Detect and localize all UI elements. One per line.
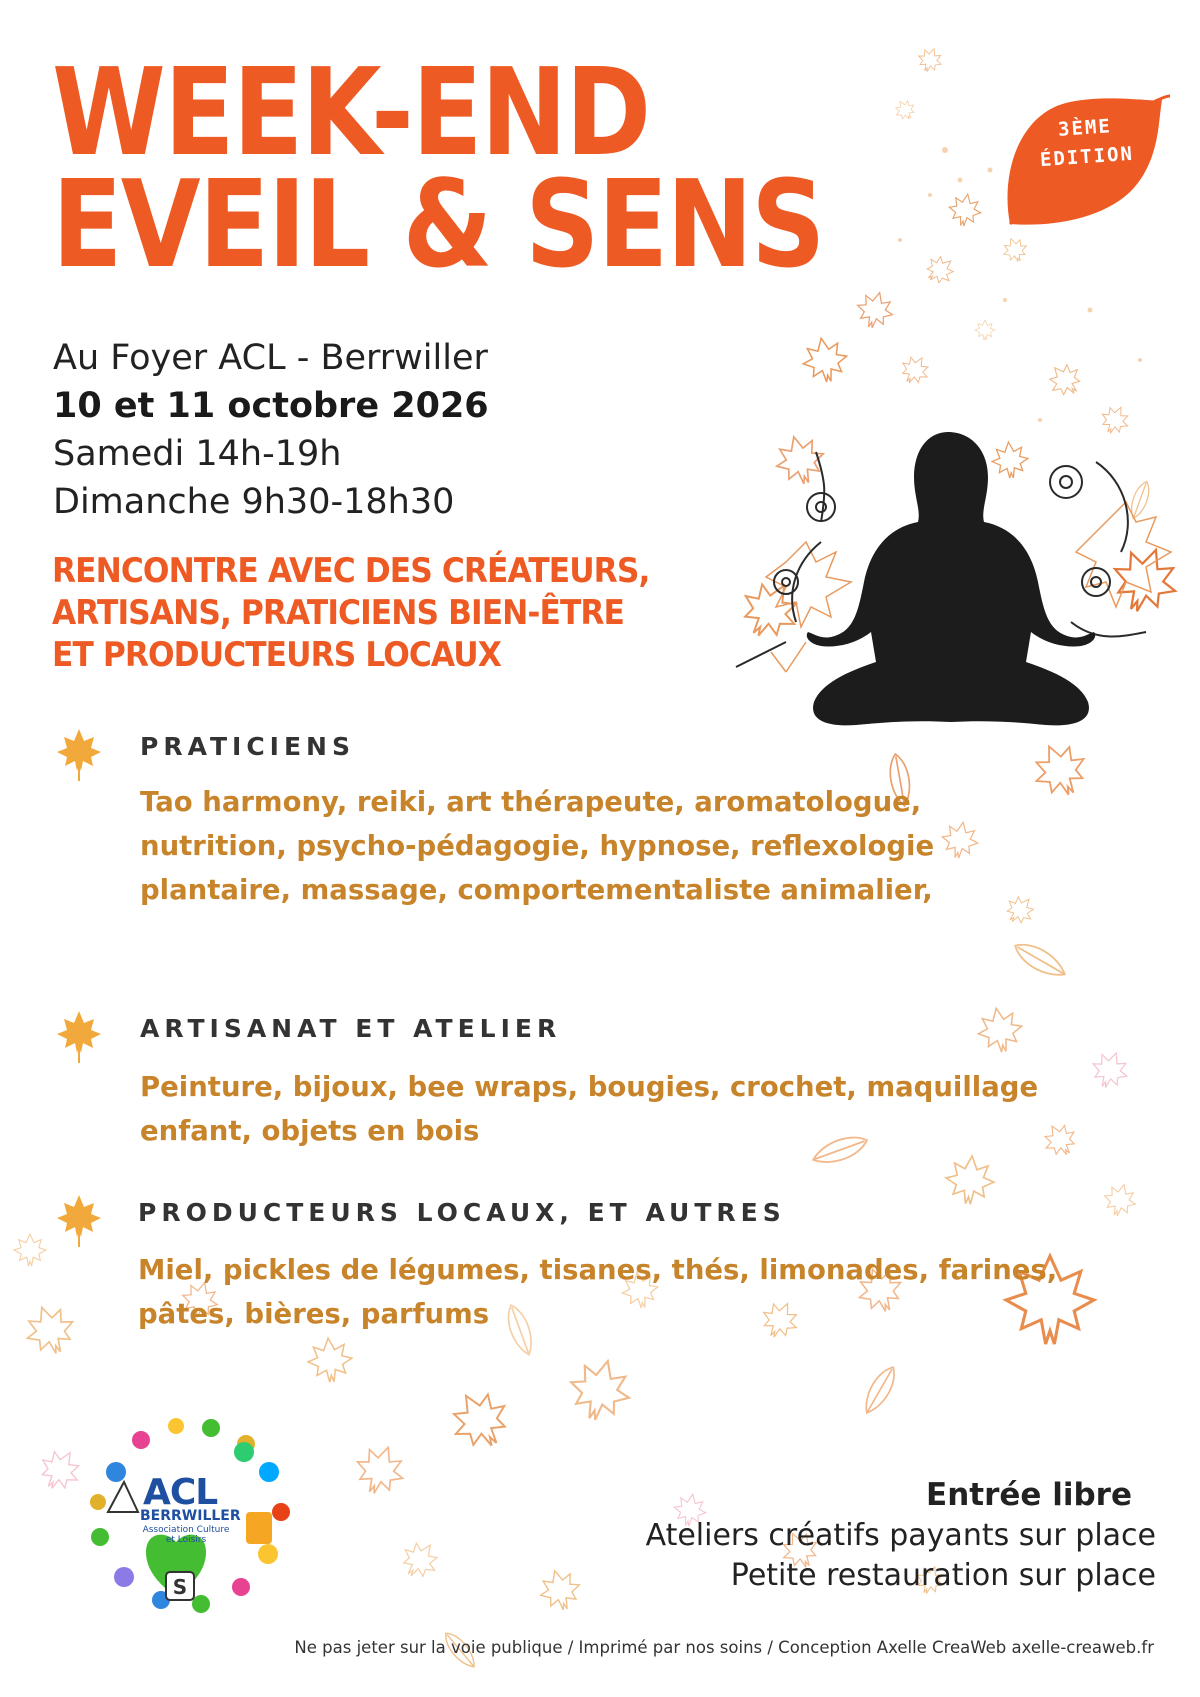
section-line: pâtes, bières, parfums bbox=[138, 1298, 490, 1330]
section-description bbox=[138, 1248, 1057, 1336]
event-title-line-2: EVEIL & SENS bbox=[52, 156, 824, 295]
section-line: enfant, objets en bois bbox=[140, 1115, 480, 1147]
edition-label: ÉDITION bbox=[1039, 142, 1135, 172]
section-line: nutrition, psycho-pédagogie, hypnose, reflexologie bbox=[140, 830, 935, 862]
svg-text:S: S bbox=[172, 1575, 188, 1599]
logo-subtitle-line-2: et Loisirs bbox=[165, 1535, 207, 1545]
logo-town: BERRWILLER bbox=[140, 1508, 241, 1524]
tagline bbox=[52, 550, 649, 676]
logo-subtitle-line-1: Association Culture bbox=[142, 1525, 230, 1535]
tagline-line-3: ET PRODUCTEURS LOCAUX bbox=[52, 635, 501, 675]
edition-number: 3ÈME bbox=[1057, 115, 1113, 141]
maple-leaf-icon bbox=[54, 726, 104, 782]
event-title-line-1: WEEK-END bbox=[52, 44, 650, 183]
free-entry: Entrée libre bbox=[926, 1477, 1132, 1513]
tagline-line-2: ARTISANS, PRATICIENS BIEN-ÊTRE bbox=[52, 593, 624, 633]
section-line: Miel, pickles de légumes, tisanes, thés, limonades, farines, bbox=[138, 1254, 1058, 1286]
saturday-hours: Samedi 14h-19h bbox=[53, 434, 342, 474]
maple-leaf-icon bbox=[54, 1192, 104, 1248]
meditation-silhouette bbox=[726, 422, 1176, 822]
event-title bbox=[52, 44, 824, 295]
edition-text bbox=[1024, 110, 1148, 176]
event-info bbox=[53, 334, 489, 526]
section-line: Tao harmony, reiki, art thérapeute, aromatologue, bbox=[140, 786, 922, 818]
maple-leaf-icon bbox=[54, 1008, 104, 1064]
section-description bbox=[140, 780, 934, 912]
practical-info bbox=[646, 1474, 1156, 1596]
section-heading: ARTISANAT ET ATELIER bbox=[140, 1014, 562, 1043]
event-dates: 10 et 11 octobre 2026 bbox=[53, 386, 489, 426]
tagline-line-1: RENCONTRE AVEC DES CRÉATEURS, bbox=[52, 551, 650, 591]
section-line: plantaire, massage, comportementaliste animalier, bbox=[140, 874, 933, 906]
food-info: Petite restauration sur place bbox=[730, 1558, 1156, 1593]
workshops-info: Ateliers créatifs payants sur place bbox=[645, 1518, 1156, 1553]
sunday-hours: Dimanche 9h30-18h30 bbox=[53, 482, 455, 522]
section-description bbox=[140, 1065, 1038, 1153]
section-line: Peinture, bijoux, bee wraps, bougies, crochet, maquillage bbox=[140, 1071, 1039, 1103]
logo-acl-text: ACL bbox=[143, 1472, 218, 1513]
logo-subtitle bbox=[141, 1525, 231, 1545]
section-heading: PRATICIENS bbox=[140, 732, 355, 761]
venue: Au Foyer ACL - Berrwiller bbox=[53, 338, 488, 378]
footer-credits: Ne pas jeter sur la voie publique / Imprimé par nos soins / Conception Axelle CreaWeb axelle-creaweb.fr bbox=[294, 1638, 1154, 1657]
section-heading: PRODUCTEURS LOCAUX, ET AUTRES bbox=[138, 1198, 786, 1227]
